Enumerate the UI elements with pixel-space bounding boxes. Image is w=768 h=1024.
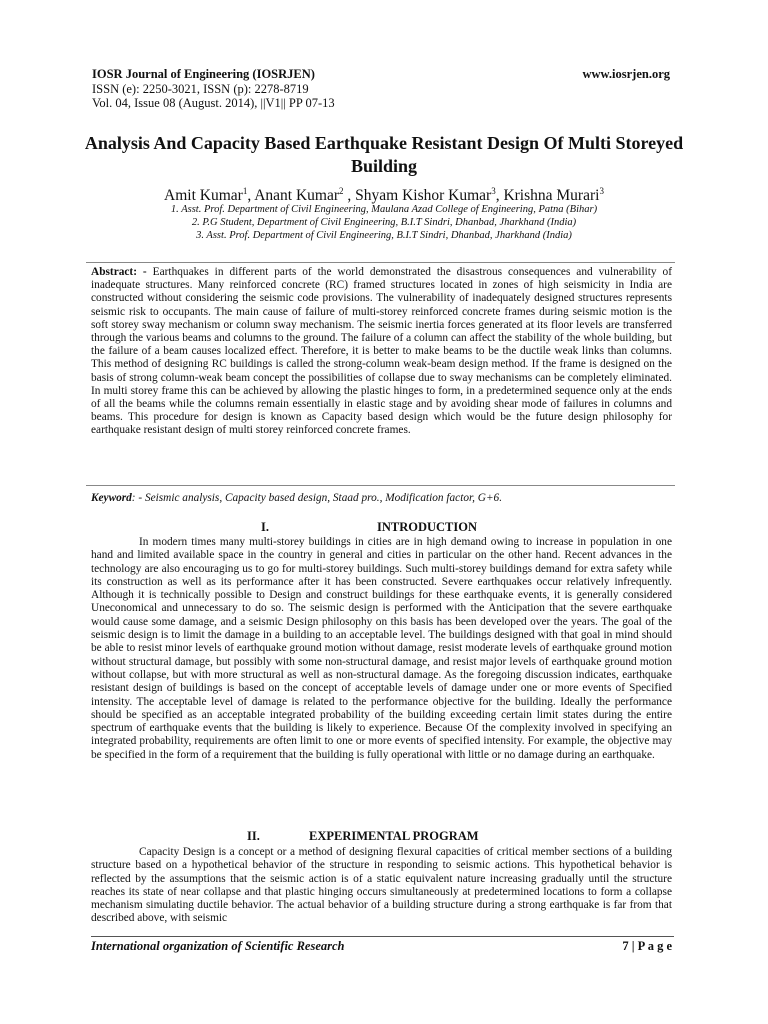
page-number: 7 | P a g e [622, 939, 672, 953]
experimental-program-body [91, 846, 672, 926]
author-name: Shyam Kishor Kumar [355, 187, 492, 205]
paper-title: Analysis And Capacity Based Earthquake Resistant Design Of Multi Storeyed Building [84, 133, 684, 176]
introduction-body [91, 536, 672, 762]
affiliation: 1. Asst. Prof. Department of Civil Engineering, Maulana Azad College of Engineering, Patna (Bihar) [170, 204, 598, 215]
journal-volume: Vol. 04, Issue 08 (August. 2014), ||V1|| PP 07-13 [92, 96, 335, 110]
abstract [91, 266, 672, 438]
keywords-label: Keyword [91, 492, 132, 504]
author-list: Amit Kumar$^1$, Anant Kumar$^2$ , Shyam Kishor Kumar$^3$, Krishna Murari$^3$ [164, 186, 604, 205]
journal-name: IOSR Journal of Engineering (IOSRJEN) [92, 67, 315, 81]
author-name: Amit Kumar [164, 187, 243, 205]
footer-divider [91, 936, 674, 937]
section-title: EXPERIMENTAL PROGRAM [309, 829, 479, 843]
paragraph: In modern times many multi-storey buildings in cities are in high demand owing to increase in population in one hand and limited available space in the country in general and cities in particular on the other hand. Recent advances in the technology are also encouraging us to go for multi-storey buildings. Such multi-storey buildings demand for extra safety while its construction as well as its performance after it has been constructed. Severe earthquakes occur relatively infrequently. Although it is technically possible to Design and construct buildings for these earthquake events, it is generally considered Uneconomical and unnecessary to do so. The seismic design is performed with the Anticipation that the severe earthquake would cause some damage, and a seismic Design philosophy on this basis has been developed over the years. The goal of the seismic design is to limit the damage in a building to an acceptable level. The buildings designed with that goal in mind should be able to resist minor levels of earthquake ground motion without damage, resist moderate levels of earthquake ground motion without structural damage, but possibly with some non-structural damage, and resist major levels of earthquake ground motion without collapse, but with more structural as well as non-structural damage. As the foregoing discussion indicates, earthquake resistant design of buildings is based on the concept of acceptable levels of damage under one or more events of Specified intensity. The acceptable level of damage is related to the performance objective for the building. Ideally the performance should be specified as an acceptable integrated probability of the building exceeding certain limit states during the entire spectrum of earthquake events that the building is likely to experience. Because Of the complexity involved in specifying an integrated probability, requirements are often limit to one or more events of specified intensity. For example, the objective may be specified in the form of a requirement that the building is fully operational with little or no damage during an earthquake. [91, 536, 672, 761]
journal-issn: ISSN (e): 2250-3021, ISSN (p): 2278-8719 [92, 81, 309, 96]
section-number: I. [261, 520, 269, 534]
author-affil-marker: 3 [491, 186, 496, 196]
author-name: Anant Kumar [254, 187, 340, 205]
section-number: II. [247, 829, 260, 843]
abstract-text: Earthquakes in different parts of the world demonstrated the disastrous consequences and vulnerability of inadequate structures. Many reinforced concrete (RC) framed structures located in zones of high seismicity in India are constructed without considering the seismic code provisions. The vulnerability of inadequately designed structures represents seismic risk to occupants. The main cause of failure of multi-storey reinforced concrete frames during seismic motion is the soft storey sway mechanism or column sway mechanism. The seismic inertia forces generated at its floor levels are transferred through the various beams and columns to the ground. The failure of a column can affect the stability of the whole building, but the failure of a beam causes localized effect. Therefore, it is better to make beams to be the ductile weak links than columns. This method of designing RC buildings is called the strong-column weak-beam design method. If the frame is designed on the basis of strong column-weak beam concept the possibilities of collapse due to sway mechanisms can be completely eliminated. In multi storey frame this can be achieved by allowing the plastic hinges to form, in a predetermined sequence only at the ends of all the beams while the columns remain essentially in elastic stage and by avoiding shear mode of failures in columns and beams. This procedure for design is known as Capacity based design which would be the future design philosophy for earthquake resistant design of multi storey reinforced concrete frames. [91, 266, 672, 437]
journal-website[interactable]: www.iosrjen.org [582, 67, 670, 81]
keywords [91, 492, 672, 504]
affiliation: 2. P.G Student, Department of Civil Engineering, B.I.T Sindri, Dhanbad, Jharkhand (India) [191, 217, 577, 228]
affiliation-list [60, 203, 708, 242]
paragraph: Capacity Design is a concept or a method of designing flexural capacities of critical member sections of a building structure based on a hypothetical behavior of the structure in responding to seismic actions. This hypothetical behavior is reflected by the assumptions that the seismic action is of a static equivalent nature increasing gradually until the structure reaches its state of near collapse and that plastic hinging occurs simultaneously at predetermined locations to form a collapse mechanism simulating ductile behavior. The actual behavior of a building structure during a strong earthquake is far from that described above, with seismic [91, 846, 672, 925]
author-affil-marker: 3 [599, 186, 604, 196]
abstract-label: Abstract: - [91, 266, 147, 278]
author-affil-marker: 2 [339, 186, 344, 196]
footer-organization: International organization of Scientific Research [91, 939, 345, 953]
affiliation: 3. Asst. Prof. Department of Civil Engineering, B.I.T Sindri, Dhanbad, Jharkhand (India) [196, 230, 572, 241]
section-title: INTRODUCTION [377, 520, 478, 534]
keywords-text: : - Seismic analysis, Capacity based design, Staad pro., Modification factor, G+6. [131, 492, 503, 504]
journal-header [92, 67, 335, 111]
author-affil-marker: 1 [242, 186, 248, 196]
author-name: Krishna Murari [503, 187, 600, 205]
